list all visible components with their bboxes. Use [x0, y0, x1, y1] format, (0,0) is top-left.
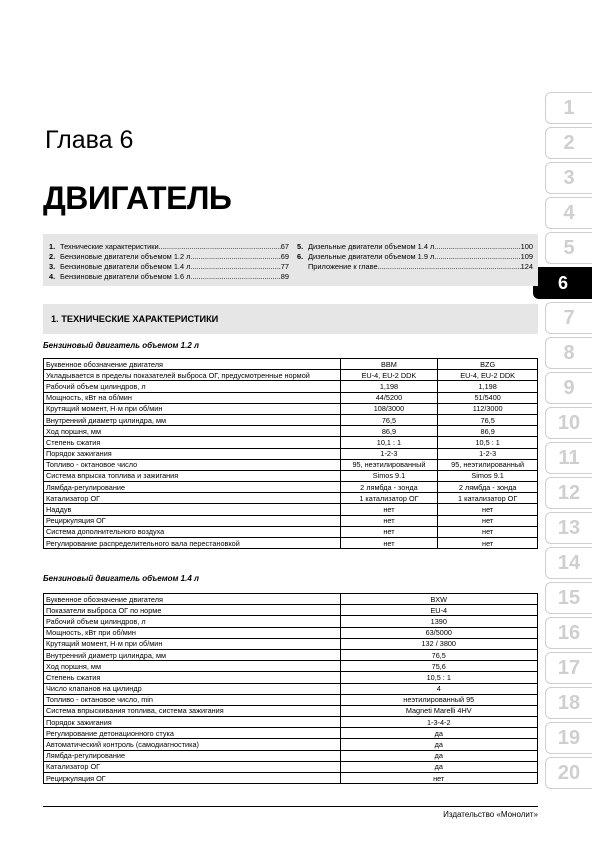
parameter-value-cell: 10,5 : 1	[340, 672, 537, 683]
chapter-tab-6[interactable]	[545, 265, 600, 300]
table-row	[44, 437, 538, 448]
parameter-value-cell: 10,1 : 1	[340, 437, 438, 448]
toc-entry[interactable]	[49, 272, 289, 282]
parameter-value-cell: Simos 9.1	[340, 470, 438, 481]
toc-column-left	[49, 242, 289, 282]
parameter-name-cell: Буквенное обозначение двигателя	[44, 359, 341, 370]
parameter-value-cell: нет	[438, 515, 538, 526]
toc-entry-title: Технические характеристики	[60, 242, 159, 251]
table-row	[44, 683, 538, 694]
parameter-name-cell: Крутящий момент, Н·м при об/мин	[44, 403, 341, 414]
chapter-tab-label: 19	[545, 722, 592, 754]
table-row	[44, 426, 538, 437]
chapter-tab-9[interactable]	[545, 370, 600, 405]
parameter-value-cell: 95, неэтилированный	[438, 459, 538, 470]
chapter-tab-7[interactable]	[545, 300, 600, 335]
parameter-name-cell: Степень сжатия	[44, 672, 341, 683]
parameter-value-cell: EU-4, EU-2 DDK	[340, 370, 438, 381]
parameter-value-cell: 86,9	[340, 426, 438, 437]
chapter-label: Глава 6	[45, 126, 134, 154]
toc-leader-dots	[434, 242, 520, 252]
table-row	[44, 728, 538, 739]
section-title: 1. ТЕХНИЧЕСКИЕ ХАРАКТЕРИСТИКИ	[51, 314, 219, 324]
parameter-name-cell: Регулирование детонационного стука	[44, 728, 341, 739]
parameter-name-cell: Регулирование распределительного вала перестановкой	[44, 538, 341, 549]
parameter-value-cell: 63/5000	[340, 627, 537, 638]
spec-table-1-4l	[43, 593, 538, 784]
chapter-tab-label: 6	[533, 267, 592, 299]
table-row	[44, 761, 538, 772]
section-header	[43, 304, 538, 334]
chapter-tab-17[interactable]	[545, 650, 600, 685]
table-row	[44, 638, 538, 649]
table-row	[44, 605, 538, 616]
toc-entry-page: 69	[280, 252, 289, 261]
parameter-name-cell: Система впрыскивания топлива, система зажигания	[44, 705, 341, 716]
table-row	[44, 448, 538, 459]
toc-entry-page: 89	[280, 272, 289, 281]
parameter-value-cell: нет	[340, 538, 438, 549]
parameter-value-cell: 108/3000	[340, 403, 438, 414]
parameter-name-cell: Крутящий момент, Н·м при об/мин	[44, 638, 341, 649]
parameter-value-cell: BBM	[340, 359, 438, 370]
table-row	[44, 717, 538, 728]
chapter-tab-18[interactable]	[545, 685, 600, 720]
toc-entry-title: Дизельные двигатели объемом 1.4 л	[308, 242, 435, 251]
parameter-value-cell: 2 лямбда - зонда	[340, 482, 438, 493]
parameter-value-cell: 1-2-3	[340, 448, 438, 459]
toc-entry-number: 4.	[49, 272, 56, 281]
toc-entry[interactable]	[297, 262, 533, 272]
parameter-name-cell: Топливо - октановое число	[44, 459, 341, 470]
toc-entry[interactable]	[297, 242, 533, 252]
parameter-name-cell: Катализатор ОГ	[44, 493, 341, 504]
parameter-name-cell: Рабочий объем цилиндров, л	[44, 381, 341, 392]
chapter-tab-label: 1	[545, 92, 592, 124]
parameter-name-cell: Рабочий объем цилиндров, л	[44, 616, 341, 627]
toc-entry-page: 100	[520, 242, 533, 251]
table-row	[44, 359, 538, 370]
table-row	[44, 594, 538, 605]
parameter-value-cell: 1-3-4-2	[340, 717, 537, 728]
parameter-name-cell: Система дополнительного воздуха	[44, 526, 341, 537]
table-row	[44, 515, 538, 526]
parameter-value-cell: нет	[340, 515, 438, 526]
chapter-tab-1[interactable]	[545, 90, 600, 125]
chapter-tab-3[interactable]	[545, 160, 600, 195]
parameter-name-cell: Ход поршня, мм	[44, 661, 341, 672]
parameter-name-cell: Катализатор ОГ	[44, 761, 341, 772]
chapter-tab-label: 16	[545, 617, 592, 649]
table-row	[44, 627, 538, 638]
chapter-tab-label: 20	[545, 757, 592, 789]
table-row	[44, 414, 538, 425]
toc-entry-page: 67	[280, 242, 289, 251]
parameter-name-cell: Ход поршня, мм	[44, 426, 341, 437]
parameter-name-cell: Показатели выброса ОГ по норме	[44, 605, 341, 616]
toc-entry-page: 77	[280, 262, 289, 271]
chapter-tab-16[interactable]	[545, 615, 600, 650]
parameter-value-cell: нет	[438, 538, 538, 549]
parameter-value-cell: BZG	[438, 359, 538, 370]
chapter-tab-label: 3	[545, 162, 592, 194]
table-row	[44, 661, 538, 672]
toc-leader-dots	[434, 252, 520, 262]
chapter-tab-2[interactable]	[545, 125, 600, 160]
parameter-name-cell: Порядок зажигания	[44, 717, 341, 728]
toc-leader-dots	[190, 252, 280, 262]
table1-caption: Бензиновый двигатель объемом 1.2 л	[43, 341, 199, 350]
chapter-title: ДВИГАТЕЛЬ	[43, 180, 232, 216]
parameter-name-cell: Число клапанов на цилиндр	[44, 683, 341, 694]
toc-entry-title: Дизельные двигатели объемом 1.9 л	[308, 252, 435, 261]
chapter-tabs	[545, 90, 600, 790]
parameter-name-cell: Внутренний диаметр цилиндра, мм	[44, 649, 341, 660]
parameter-value-cell: 75,6	[340, 661, 537, 672]
chapter-tab-4[interactable]	[545, 195, 600, 230]
chapter-tab-label: 10	[545, 407, 592, 439]
parameter-name-cell: Степень сжатия	[44, 437, 341, 448]
table-row	[44, 739, 538, 750]
parameter-value-cell: 86,9	[438, 426, 538, 437]
parameter-value-cell: 1,198	[438, 381, 538, 392]
parameter-value-cell: 1390	[340, 616, 537, 627]
parameter-value-cell: 51/5400	[438, 392, 538, 403]
parameter-name-cell: Рециркуляция ОГ	[44, 773, 341, 784]
chapter-tab-label: 17	[545, 652, 592, 684]
parameter-value-cell: 10,5 : 1	[438, 437, 538, 448]
parameter-value-cell: 44/5200	[340, 392, 438, 403]
parameter-value-cell: 1 катализатор ОГ	[438, 493, 538, 504]
toc-entry-title: Бензиновые двигатели объемом 1.2 л	[60, 252, 191, 261]
parameter-value-cell: да	[340, 761, 537, 772]
table-row	[44, 370, 538, 381]
parameter-value-cell: EU-4	[340, 605, 537, 616]
toc-entry-page: 109	[520, 252, 533, 261]
chapter-tab-14[interactable]	[545, 545, 600, 580]
table-row	[44, 459, 538, 470]
chapter-tab-label: 8	[545, 337, 592, 369]
toc-entry[interactable]	[297, 252, 533, 262]
chapter-tab-5[interactable]	[545, 230, 600, 265]
table-row	[44, 403, 538, 414]
table-row	[44, 504, 538, 515]
chapter-tab-label: 15	[545, 582, 592, 614]
chapter-tab-label: 18	[545, 687, 592, 719]
parameter-name-cell: Система впрыска топлива и зажигания	[44, 470, 341, 481]
parameter-value-cell: нет	[438, 526, 538, 537]
parameter-value-cell: нет	[340, 773, 537, 784]
chapter-tab-label: 7	[545, 302, 592, 334]
chapter-tab-label: 2	[545, 127, 592, 159]
parameter-value-cell: 132 / 3800	[340, 638, 537, 649]
parameter-name-cell: Топливо - октановое число, min	[44, 694, 341, 705]
parameter-value-cell: 95, неэтилированный	[340, 459, 438, 470]
table-row	[44, 470, 538, 481]
chapter-tab-13[interactable]	[545, 510, 600, 545]
table-row	[44, 649, 538, 660]
table-row	[44, 482, 538, 493]
chapter-tab-label: 12	[545, 477, 592, 509]
parameter-name-cell: Лямбда-регулирование	[44, 482, 341, 493]
parameter-value-cell: 76,5	[340, 649, 537, 660]
parameter-value-cell: нет	[340, 526, 438, 537]
toc-leader-dots	[159, 242, 281, 252]
parameter-name-cell: Укладывается в пределы показателей выброса ОГ, предусмотренные нормой	[44, 370, 341, 381]
chapter-tab-12[interactable]	[545, 475, 600, 510]
publisher-footer: Издательство «Монолит»	[443, 810, 538, 819]
parameter-name-cell: Буквенное обозначение двигателя	[44, 594, 341, 605]
parameter-name-cell: Порядок зажигания	[44, 448, 341, 459]
parameter-name-cell: Мощность, кВт при об/мин	[44, 627, 341, 638]
parameter-name-cell: Наддув	[44, 504, 341, 515]
toc-entry-title: Бензиновые двигатели объемом 1.6 л	[60, 272, 191, 281]
chapter-tab-15[interactable]	[545, 580, 600, 615]
table-row	[44, 750, 538, 761]
toc-leader-dots	[190, 272, 280, 282]
parameter-value-cell: да	[340, 750, 537, 761]
parameter-value-cell: 76,5	[438, 414, 538, 425]
toc-entry[interactable]	[49, 252, 289, 262]
table-row	[44, 705, 538, 716]
toc-entry-title: Бензиновые двигатели объемом 1.4 л	[60, 262, 191, 271]
table-row	[44, 616, 538, 627]
parameter-value-cell: неэтилированный 95	[340, 694, 537, 705]
toc-leader-dots	[190, 262, 280, 272]
parameter-value-cell: BXW	[340, 594, 537, 605]
parameter-value-cell: 1 катализатор ОГ	[340, 493, 438, 504]
parameter-value-cell: 1-2-3	[438, 448, 538, 459]
chapter-tab-label: 9	[545, 372, 592, 404]
parameter-value-cell: 112/3000	[438, 403, 538, 414]
table-of-contents	[43, 234, 538, 286]
parameter-value-cell: 4	[340, 683, 537, 694]
toc-entry-number: 1.	[49, 242, 56, 251]
spec-table-1-2l	[43, 358, 538, 549]
parameter-value-cell: Simos 9.1	[438, 470, 538, 481]
parameter-name-cell: Внутренний диаметр цилиндра, мм	[44, 414, 341, 425]
table-row	[44, 672, 538, 683]
chapter-tab-label: 13	[545, 512, 592, 544]
table2-caption: Бензиновый двигатель объемом 1.4 л	[43, 574, 199, 583]
chapter-tab-19[interactable]	[545, 720, 600, 755]
table-row	[44, 538, 538, 549]
toc-leader-dots	[378, 262, 521, 272]
parameter-name-cell: Лямбда-регулирование	[44, 750, 341, 761]
toc-entry-page: 124	[520, 262, 533, 271]
chapter-tab-11[interactable]	[545, 440, 600, 475]
toc-column-right	[297, 242, 533, 272]
parameter-value-cell: EU-4, EU-2 DDK	[438, 370, 538, 381]
parameter-value-cell: да	[340, 739, 537, 750]
chapter-tab-8[interactable]	[545, 335, 600, 370]
toc-entry-number: 3.	[49, 262, 56, 271]
chapter-tab-20[interactable]	[545, 755, 600, 790]
chapter-tab-label: 5	[545, 232, 592, 264]
table-row	[44, 493, 538, 504]
parameter-value-cell: да	[340, 728, 537, 739]
toc-entry-number: 2.	[49, 252, 56, 261]
toc-entry-title: Приложение к главе	[308, 262, 378, 271]
parameter-value-cell: 1,198	[340, 381, 438, 392]
table-row	[44, 392, 538, 403]
parameter-value-cell: 2 лямбда - зонда	[438, 482, 538, 493]
chapter-tab-10[interactable]	[545, 405, 600, 440]
parameter-value-cell: 76,5	[340, 414, 438, 425]
parameter-value-cell: нет	[340, 504, 438, 515]
toc-entry-number: 6.	[297, 252, 304, 261]
footer-divider	[43, 806, 538, 807]
chapter-tab-label: 11	[545, 442, 592, 474]
toc-entry[interactable]	[49, 242, 289, 252]
table-row	[44, 773, 538, 784]
chapter-tab-label: 14	[545, 547, 592, 579]
toc-entry-number	[297, 262, 308, 272]
table-row	[44, 694, 538, 705]
parameter-value-cell: Magneti Marelli 4HV	[340, 705, 537, 716]
chapter-tab-label: 4	[545, 197, 592, 229]
parameter-name-cell: Рециркуляция ОГ	[44, 515, 341, 526]
parameter-name-cell: Мощность, кВт на об/мин	[44, 392, 341, 403]
table-row	[44, 381, 538, 392]
table-row	[44, 526, 538, 537]
toc-entry[interactable]	[49, 262, 289, 272]
toc-entry-number: 5.	[297, 242, 304, 251]
parameter-value-cell: нет	[438, 504, 538, 515]
parameter-name-cell: Автоматический контроль (самодиагностика)	[44, 739, 341, 750]
